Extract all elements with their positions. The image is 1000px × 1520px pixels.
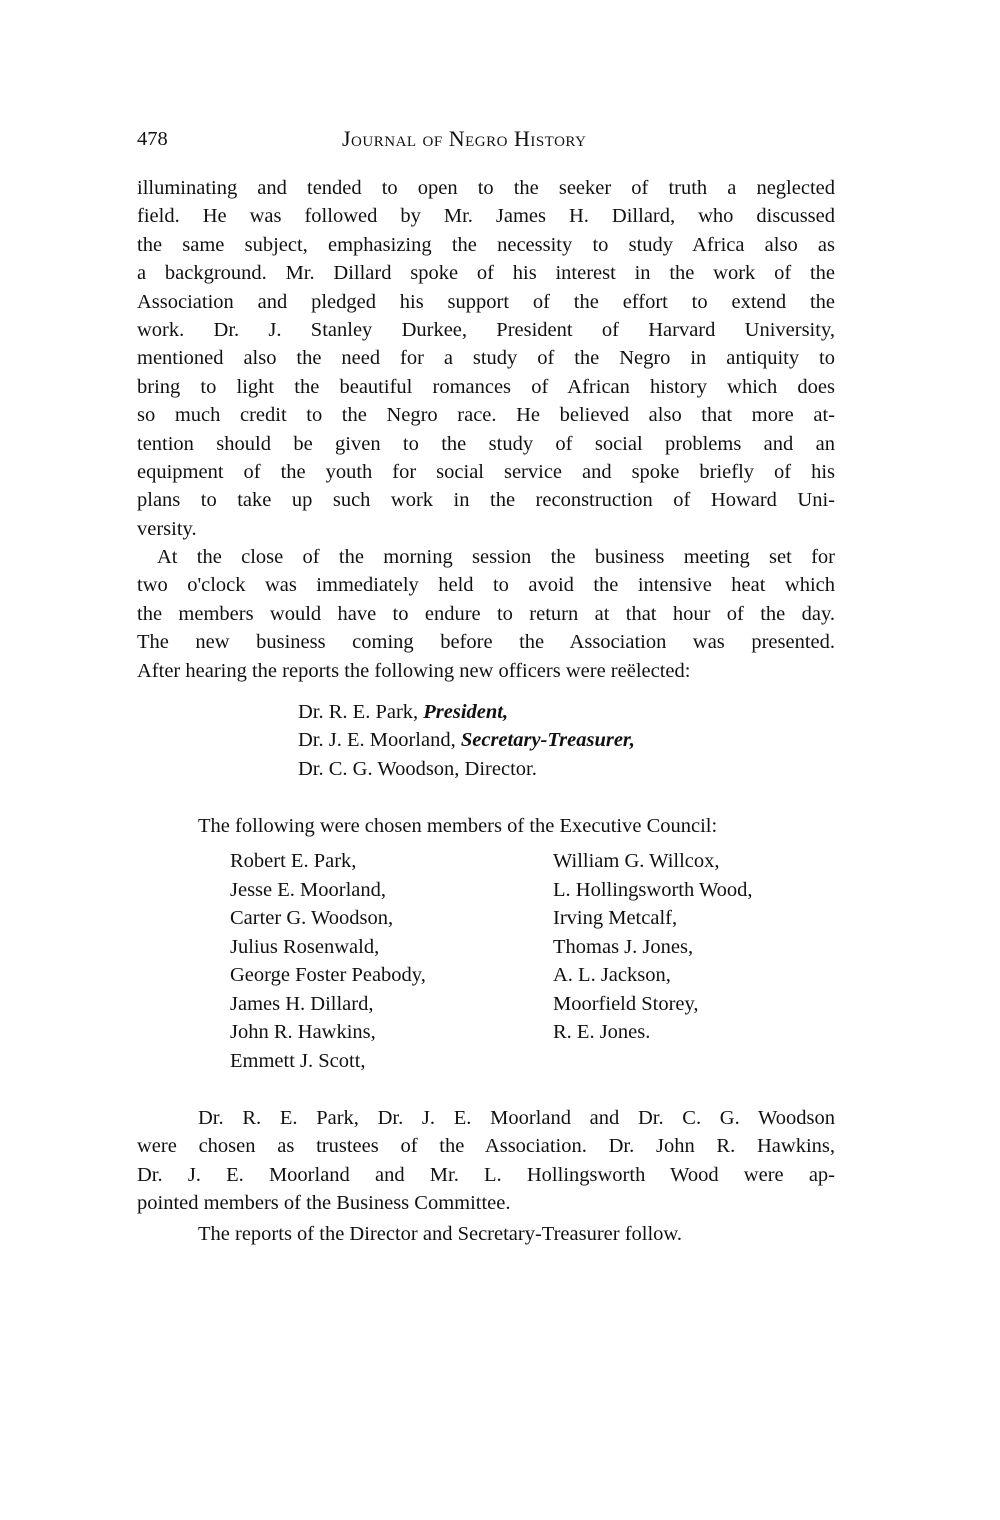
text-line: work. Dr. J. Stanley Durkee, President of Harvard University, bbox=[137, 319, 835, 341]
text-line: the same subject, emphasizing the necessity to study Africa also as bbox=[137, 233, 835, 256]
text-line: bring to light the beautiful romances of African history which does bbox=[137, 375, 835, 398]
text-line: At the close of the morning session the business meeting set for bbox=[157, 546, 835, 568]
council-member: George Foster Peabody, bbox=[230, 964, 426, 986]
council-member: R. E. Jones. bbox=[553, 1021, 651, 1043]
officer-name: Dr. C. G. Woodson, Director. bbox=[298, 757, 537, 780]
council-member: Moorfield Storey, bbox=[553, 992, 699, 1015]
text-line: equipment of the youth for social service and spoke briefly of his bbox=[137, 461, 835, 483]
council-member: Irving Metcalf, bbox=[553, 907, 678, 929]
text-line: so much credit to the Negro race. He believed also that more at- bbox=[137, 404, 835, 427]
text-line: The new business coming before the Association was presented. bbox=[137, 631, 835, 654]
text-line: plans to take up such work in the reconstruction of Howard Uni- bbox=[137, 489, 835, 512]
officer-title: President, bbox=[423, 701, 509, 723]
council-member: Carter G. Woodson, bbox=[230, 907, 394, 929]
text-line: two o'clock was immediately held to avoid the intensive heat which bbox=[137, 574, 835, 597]
text-line: Dr. R. E. Park, Dr. J. E. Moorland and Dr. C. G. Woodson bbox=[198, 1107, 835, 1129]
council-member: Julius Rosenwald, bbox=[230, 935, 380, 958]
officer-line bbox=[298, 755, 537, 783]
council-member: Emmett J. Scott, bbox=[230, 1049, 366, 1072]
text-line: the members would have to endure to return at that hour of the day. bbox=[137, 602, 835, 625]
text-line: After hearing the reports the following new officers were reëlected: bbox=[137, 659, 691, 682]
text-line: field. He was followed by Mr. James H. Dillard, who discussed bbox=[137, 205, 835, 228]
officer-name: Dr. R. E. Park, bbox=[298, 701, 424, 723]
page-header bbox=[137, 124, 835, 154]
text-line: versity. bbox=[137, 517, 197, 540]
council-member: Jesse E. Moorland, bbox=[230, 878, 387, 901]
text-line: a background. Mr. Dillard spoke of his interest in the work of the bbox=[137, 262, 835, 285]
text-line: tention should be given to the study of social problems and an bbox=[137, 432, 835, 455]
council-member: Robert E. Park, bbox=[230, 850, 357, 872]
officer-line bbox=[298, 726, 635, 754]
council-member: L. Hollingsworth Wood, bbox=[553, 878, 753, 901]
officer-title: Secretary-Treasurer, bbox=[460, 729, 635, 752]
running-head: Journal of Negro History bbox=[342, 126, 587, 151]
officer-name: Dr. J. E. Moorland, bbox=[298, 729, 461, 752]
text-line: Dr. J. E. Moorland and Mr. L. Hollingsworth Wood were ap- bbox=[137, 1163, 835, 1186]
officer-line bbox=[298, 698, 508, 726]
council-member: William G. Willcox, bbox=[553, 850, 720, 872]
text-line: illuminating and tended to open to the seeker of truth a neglected bbox=[137, 177, 835, 199]
council-intro: The following were chosen members of the Executive Council: bbox=[198, 815, 718, 837]
council-member: James H. Dillard, bbox=[230, 992, 374, 1015]
council-member: Thomas J. Jones, bbox=[553, 935, 694, 958]
page-number: 478 bbox=[137, 128, 168, 150]
council-member: A. L. Jackson, bbox=[553, 964, 671, 986]
text-line: Association and pledged his support of the effort to extend the bbox=[137, 290, 835, 313]
text-line: pointed members of the Business Committee. bbox=[137, 1192, 511, 1215]
text-line: mentioned also the need for a study of the Negro in antiquity to bbox=[137, 347, 835, 370]
text-line: were chosen as trustees of the Association. Dr. John R. Hawkins, bbox=[137, 1135, 835, 1158]
council-member: John R. Hawkins, bbox=[230, 1021, 376, 1043]
paragraph-4: The reports of the Director and Secretary-Treasurer follow. bbox=[198, 1223, 683, 1245]
